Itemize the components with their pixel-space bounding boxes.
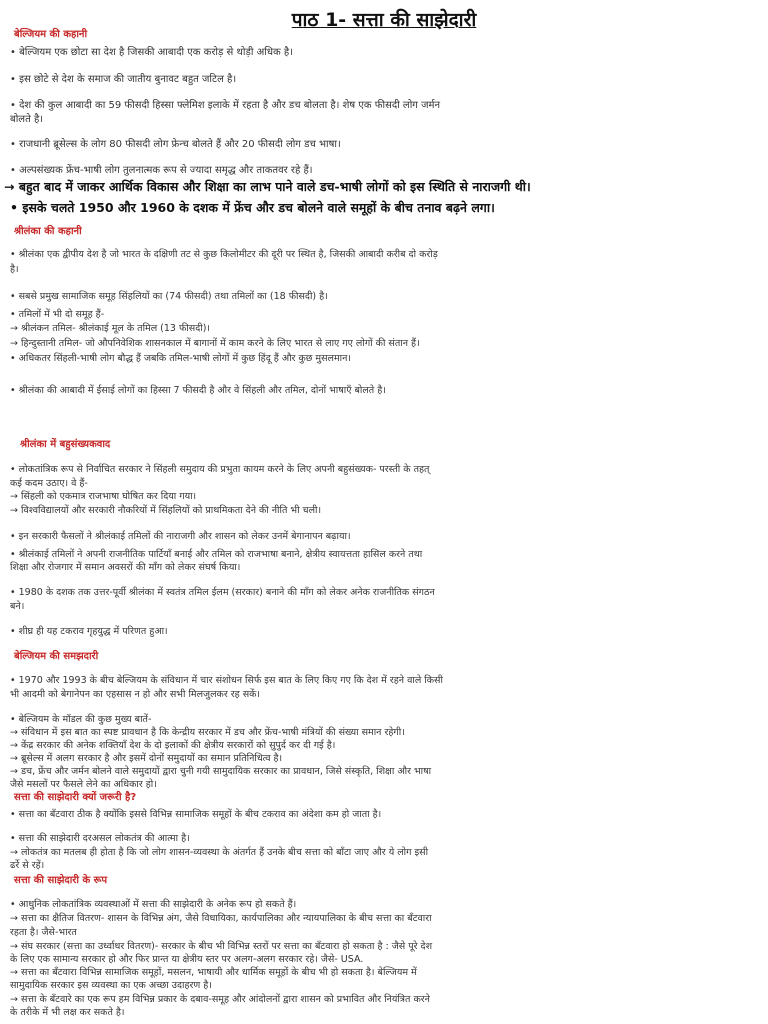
text-line: के लिए एक सामान्य सरकार हो और फिर प्रान्त या क्षेत्रीय स्तर पर अलग-अलग सरकार रहे। जैसे- USA. [10,954,364,965]
text-line: → सत्ता का क्षैतिज वितरण- शासन के विभिन्न अंग, जैसे विधायिका, कार्यपालिका और न्यायपालिका के बीच सत्ता का बँटवारा [10,913,432,924]
text-line: • अधिकतर सिंहली-भाषी लोग बौद्ध हैं जबकि तमिल-भाषी लोगों में कुछ हिंदू हैं और कुछ मुसलमान। [10,353,351,364]
page-title: पाठ 1- सत्ता की साझेदारी [291,9,477,31]
text-line: के तरीके में भी लक्ष कर सकते है। [10,1007,125,1018]
text-line: → लोकतंत्र का मतलब ही होता है कि जो लोग शासन-व्यवस्था के अंतर्गत हैं उनके बीच सत्ता को बाँटा जाए और ये लोग इसी [10,847,429,858]
text-line: • सत्ता का बँटवारा ठीक है क्योंकि इससे विभिन्न सामाजिक समूहों के बीच टकराव का अंदेशा कम हो जाता है। [10,809,382,820]
text-line: • सबसे प्रमुख सामाजिक समूह सिंहलियों का (74 फीसदी) तथा तमिलों का (18 फीसदी) है। [10,291,328,302]
heading-srilanka-majoritarianism: श्रीलंका में बहुसंख्यकवाद [20,439,111,450]
text-line: • तमिलों में भी दो समूह हैं- [10,309,105,320]
heading-belgium-story: बेल्जियम की कहानी [14,29,88,40]
text-line: • श्रीलंका एक द्वीपीय देश है जो भारत के दक्षिणी तट से कुछ किलोमीटर की दूरी पर स्थित है, जिसकी आबादी करीब दो करोड़ [10,249,438,260]
text-line: → संघ सरकार (सत्ता का उर्ध्वाधर वितरण)- सरकार के बीच भी विभिन्न स्तरों पर सत्ता का बँटवारा हो सकता है : जैसे पूरे देश [10,941,433,952]
text-line: • देश की कुल आबादी का 59 फीसदी हिस्सा फ्लेमिश इलाके में रहता है और डच बोलता है। शेष एक फीसदी लोग जर्मन [10,100,441,111]
text-line: भी आदमी को बेगानेपन का एहसास न हो और सभी मिलजुलकर रह सकें। [10,689,261,700]
heading-why-power-sharing: सत्ता की साझेदारी क्यों जरूरी है? [14,792,137,803]
text-line: शिक्षा और रोजगार में समान अवसरों की माँग को लेकर संघर्ष किया। [10,562,241,573]
heading-belgium-wisdom: बेल्जियम की समझदारी [14,651,99,662]
text-line: जैसे मसलों पर फैसले लेने का अधिकार हो। [10,779,157,790]
text-line: → हिन्दुस्तानी तमिल- जो औपनिवेशिक शासनकाल में बागानों में काम करने के लिए भारत से लाए गए लोगों की संतान हैं। [10,338,420,349]
text-line: कई कदम उठाए। वे हैं- [10,478,88,489]
text-line: • बेल्जियम एक छोटा सा देश है जिसकी आबादी एक करोड़ से थोड़ी अधिक है। [10,47,293,58]
text-line: → डच, फ्रेंच और जर्मन बोलने वाले समुदायों द्वारा चुनी गयी सामुदायिक सरकार का प्रावधान, जिसे संस्कृति, शिक्षा और भाषा [10,766,432,777]
text-line: → ब्रूसेल्स में अलग सरकार है और इसमें दोनों समुदायों का समान प्रतिनिधित्व है। [10,753,283,764]
heading-forms-of-power-sharing: सत्ता की साझेदारी के रूप [14,875,108,886]
text-line: • श्रीलंकाई तमिलों ने अपनी राजनीतिक पार्टियाँ बनाई और तमिल को राजभाषा बनाने, क्षेत्रीय स्वायत्तता हासिल करने तथा [10,549,423,560]
text-line: • 1980 के दशक तक उत्तर-पूर्वी श्रीलंका में स्वतंत्र तमिल ईलम (सरकार) बनाने की माँग को लेकर अनेक राजनीतिक संगठन [10,587,435,598]
text-line: • शीघ्र ही यह टकराव गृहयुद्ध में परिणत हुआ। [10,626,168,637]
text-line: → सत्ता का बँटवारा विभिन्न सामाजिक समूहों, मसलन, भाषायी और धार्मिक समूहों के बीच भी हो सकता है। बेल्जियम में [10,967,417,978]
text-line: • बेल्जियम के मॉडल की कुछ मुख्य बातें- [10,714,152,725]
text-line: • इन सरकारी फैसलों ने श्रीलंकाई तमिलों की नाराजगी और शासन को लेकर उनमें बेगानापन बढ़ाया। [10,531,351,542]
text-line: सामुदायिक सरकार इस व्यवस्था का एक अच्छा उदाहरण है। [10,980,212,991]
text-line: • श्रीलंका की आबादी में ईसाई लोगों का हिस्सा 7 फीसदी है और वे सिंहली और तमिल, दोनों भाषाएँ बोलते है। [10,385,386,396]
text-line: • लोकतांत्रिक रूप से निर्वाचित सरकार ने सिंहली समुदाय की प्रभुता कायम करने के लिए अपनी बहुसंख्यक- परस्ती के तहत् [10,464,430,475]
text-line: → सत्ता के बँटवारे का एक रूप हम विभिन्न प्रकार के दबाव-समूह और आंदोलनों द्वारा शासन को प्रभावित और नियंत्रित करने [10,994,430,1005]
heading-srilanka-story: श्रीलंका की कहानी [14,226,82,237]
text-line: • अल्पसंख्यक फ्रेंच-भाषी लोग तुलनात्मक रूप से ज्यादा समृद्ध और ताकतवर रहे हैं। [10,165,313,176]
text-line: • राजधानी ब्रूसेल्स के लोग 80 फीसदी लोग फ्रेन्च बोलते हैं और 20 फीसदी लोग डच भाषा। [10,139,341,150]
text-line: रहता है। जैसे-भारत [10,927,77,938]
text-line: ढर्रे से रहें। [10,860,45,871]
text-line: • सत्ता की साझेदारी दरअसल लोकतंत्र की आत्मा है। [10,833,190,844]
text-line: बोलते है। [10,114,44,125]
text-line: → सिंहली को एकमात्र राजभाषा घोषित कर दिया गया। [10,491,197,502]
text-line: • 1970 और 1993 के बीच बेल्जियम के संविधान में चार संशोधन सिर्फ इस बात के लिए किए गए कि देश में रहने वाले किसी [10,675,443,686]
text-line: • आधुनिक लोकतांत्रिक व्यवस्थाओं में सत्ता की साझेदारी के अनेक रूप हो सकते हैं। [10,899,297,910]
text-line: → विश्वविद्यालयों और सरकारी नौकरियों में सिंहलियों को प्राथमिकता देने की नीति भी चली। [10,505,322,516]
text-line: → संविधान में इस बात का स्पष्ट प्रावधान है कि केन्द्रीय सरकार में डच और फ्रेंच-भाषी मंत्रियों की संख्या समान रहेगी। [10,727,405,738]
text-line: • इस छोटे से देश के समाज की जातीय बुनावट बहुत जटिल है। [10,74,237,85]
text-line: → श्रीलंकन तमिल- श्रीलंकाई मूल के तमिल (13 फीसदी)। [10,323,211,334]
text-line: → केंद्र सरकार की अनेक शक्तियाँ देश के दो इलाकों की क्षेत्रीय सरकारों को सुपुर्द कर दी गई है। [10,740,336,751]
text-line: है। [10,264,19,275]
text-line: → बहुत बाद में जाकर आर्थिक विकास और शिक्षा का लाभ पाने वाले डच-भाषी लोगों को इस स्थिति से नाराजगी थी। [4,179,531,194]
text-line: बने। [10,601,25,612]
text-line: • इसके चलते 1950 और 1960 के दशक में फ्रेंच और डच बोलने वाले समूहों के बीच तनाव बढ़ने लगा। [10,200,495,215]
